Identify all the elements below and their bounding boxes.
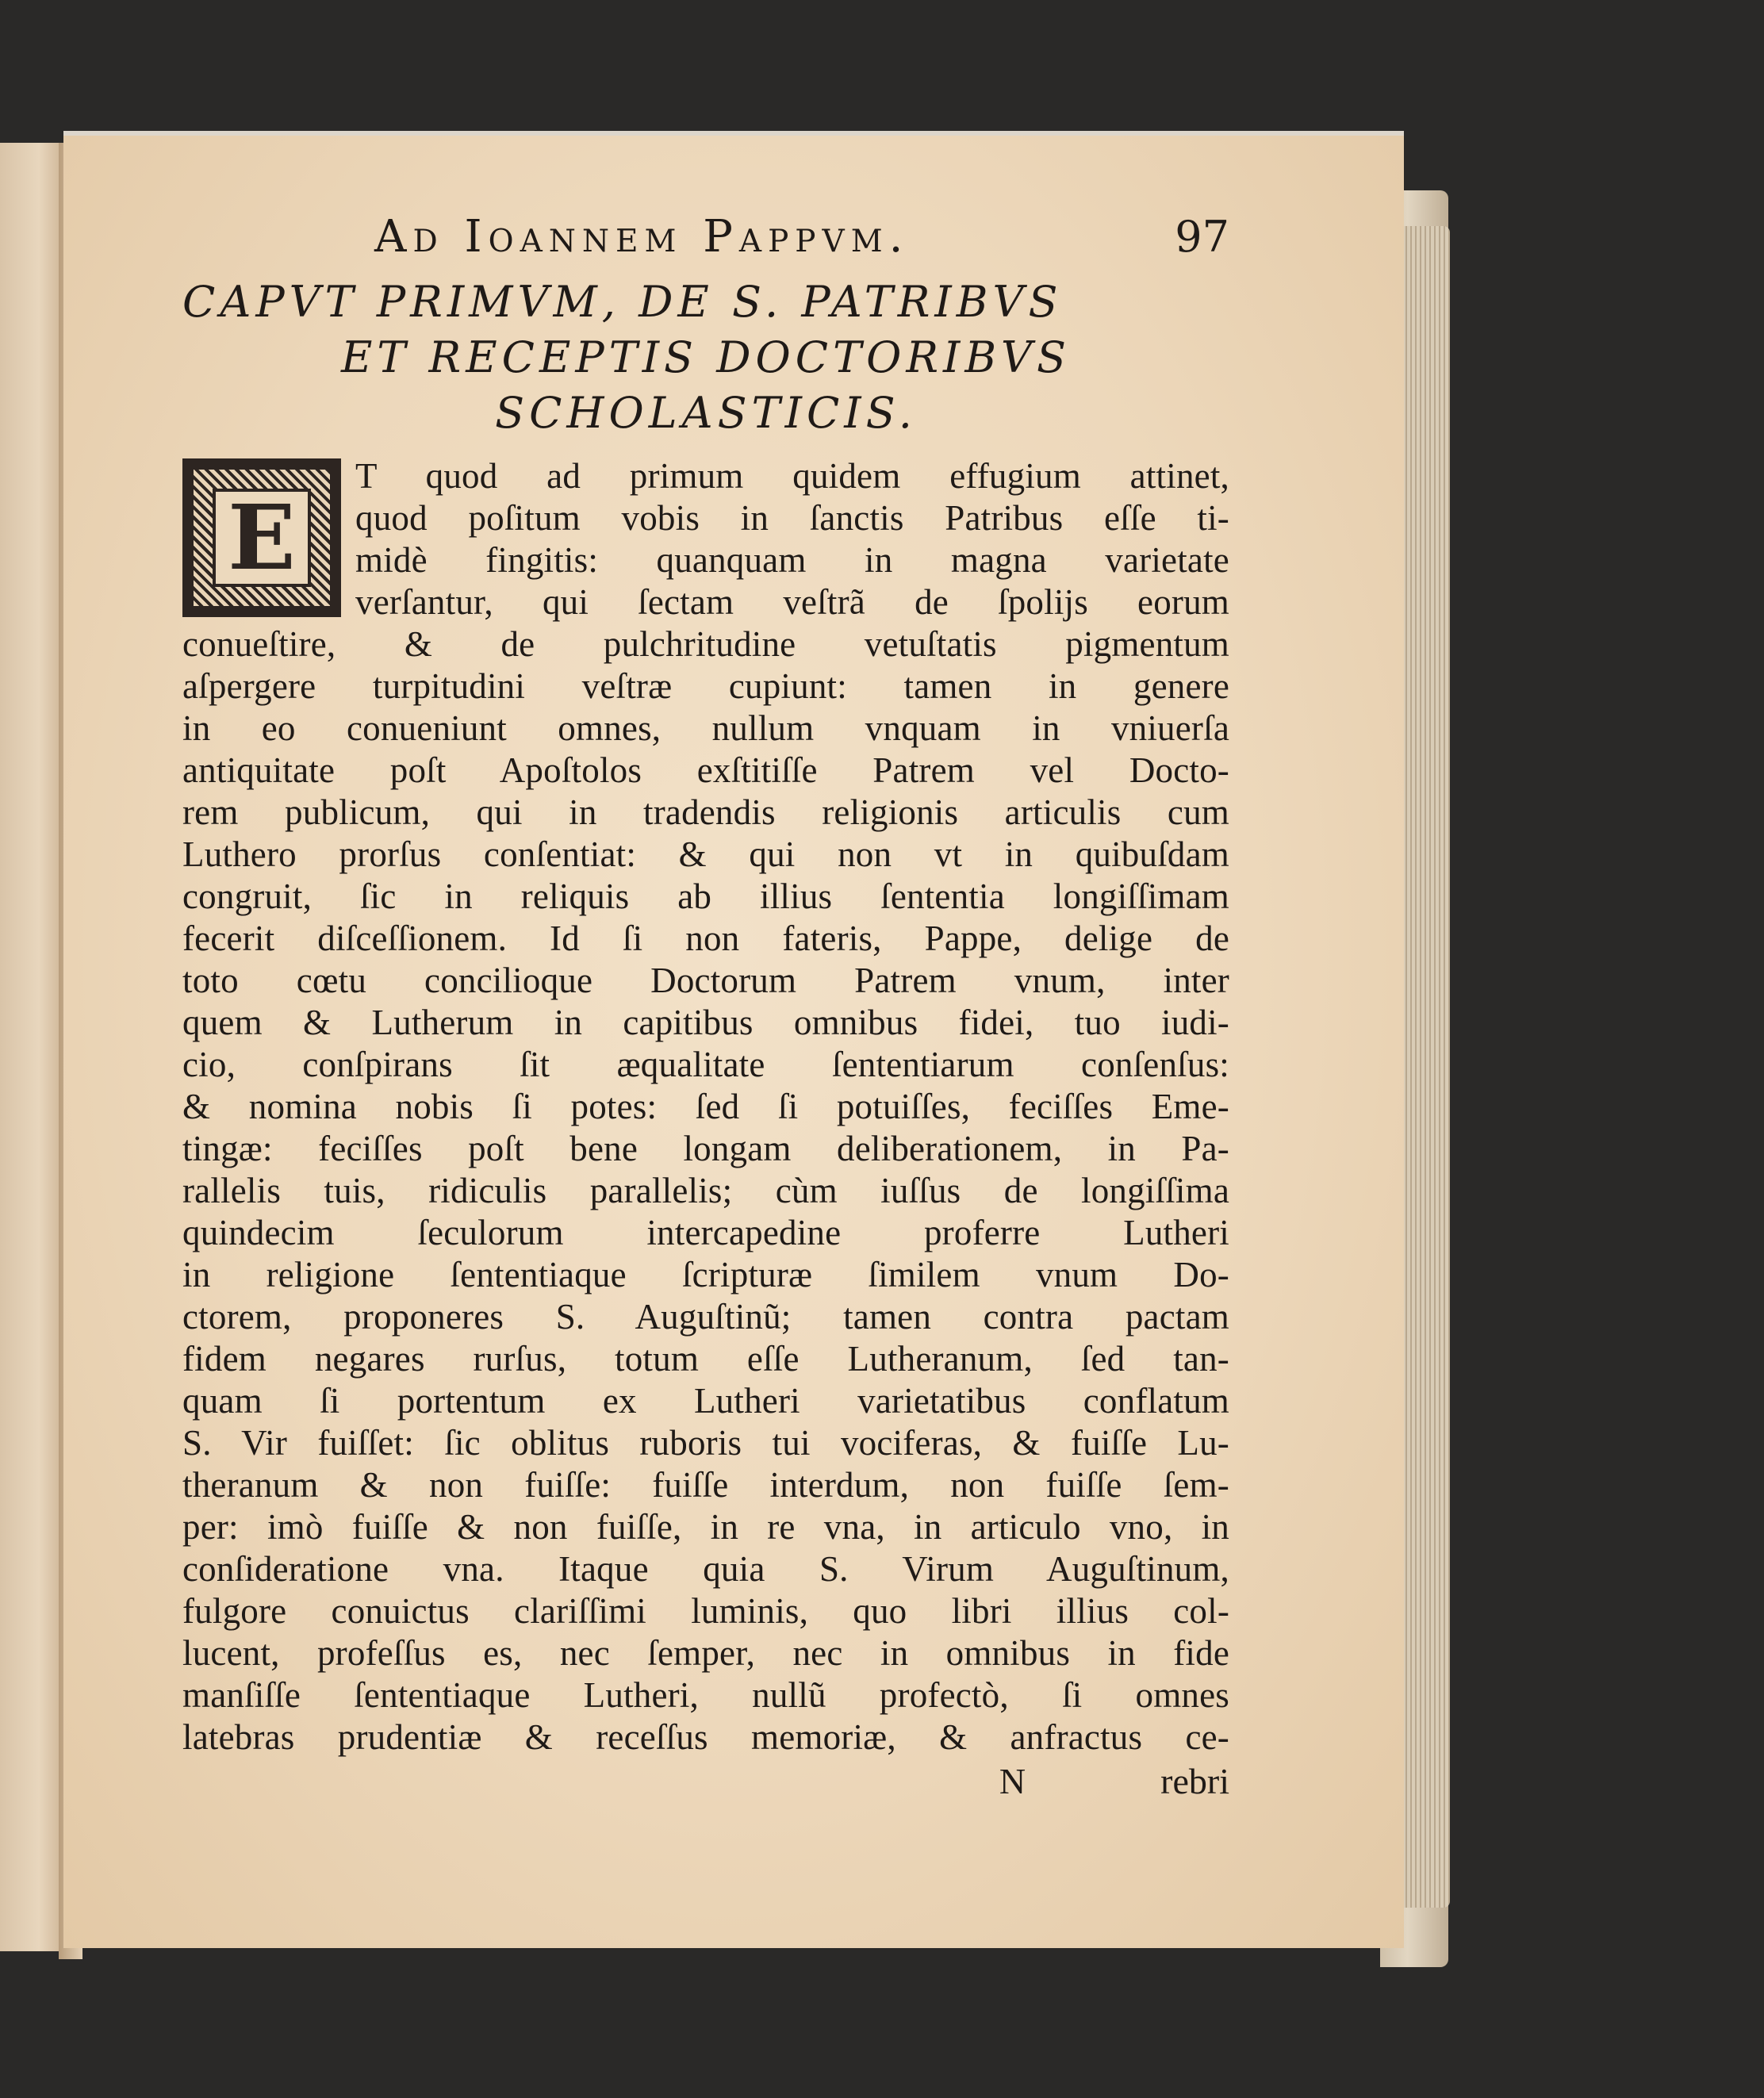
running-title: Ad Ioannem Pappvm. [374,211,910,263]
text-line: rem publicum, qui in tradendis religionis articulis cum [182,792,1229,832]
text-line: latebras prudentiæ & receſſus memoriæ, & anfractus ce- [182,1717,1229,1757]
text-line: manſiſſe ſententiaque Lutheri, nullũ profectò, ſi omnes [182,1675,1229,1715]
text-line: ctorem, proponeres S. Auguſtinũ; tamen contra pactam [182,1297,1229,1337]
chapter-heading-line: SCHOLASTICIS. [495,388,917,438]
text-line: & nomina nobis ſi potes: ſed ſi potuiſſes, feciſſes Eme- [182,1087,1229,1126]
text-line: tingæ: feciſſes poſt bene longam deliberationem, in Pa- [182,1129,1229,1168]
text-line: quindecim ſeculorum intercapedine proferre Lutheri [182,1213,1229,1252]
text-line: fulgore conuictus clariſſimi luminis, quo libri illius col- [182,1591,1229,1631]
text-line: per: imò fuiſſe & non fuiſſe, in re vna, in articulo vno, in [182,1507,1229,1547]
text-line: toto cœtu concilioque Doctorum Patrem vnum, inter [182,961,1229,1000]
text-line: theranum & non fuiſſe: fuiſſe interdum, non fuiſſe ſem- [182,1465,1229,1505]
page-stack-edge [1402,226,1450,1908]
catchword: rebri [1160,1761,1229,1801]
text-line: conſideratione vna. Itaque quia S. Virum Auguſtinum, [182,1549,1229,1589]
text-line: fecerit diſceſſionem. Id ſi non fateris, Pappe, delige de [182,919,1229,958]
text-line: Luthero prorſus conſentiat: & qui non vt in quibuſdam [182,834,1229,874]
running-head [182,211,1229,274]
decorated-initial [182,458,341,617]
left-page-edge [0,143,65,1951]
chapter-heading-line: ET RECEPTIS DOCTORIBVS [340,332,1072,382]
page-text-block [182,211,1229,1802]
signature-mark: N [999,1761,1026,1801]
page-number: 97 [1175,212,1229,262]
text-line: verſantur, qui ſectam veſtrã de ſpolijs eorum [355,582,1229,622]
text-line: in eo conueniunt omnes, nullum vnquam in vniuerſa [182,708,1229,748]
chapter-heading-line: CAPVT PRIMVM, DE S. PATRIBVS [182,277,1063,327]
text-line: aſpergere turpitudini veſtræ cupiunt: tamen in genere [182,666,1229,706]
book-page [63,131,1404,1948]
body-text [182,455,1229,1759]
text-line: fidem negares rurſus, totum eſſe Lutheranum, ſed tan- [182,1339,1229,1379]
text-line: quem & Lutherum in capitibus omnibus fidei, tuo iudi- [182,1003,1229,1042]
text-line: antiquitate poſt Apoſtolos exſtitiſſe Patrem vel Docto- [182,750,1229,790]
text-line: quam ſi portentum ex Lutheri varietatibus conflatum [182,1381,1229,1421]
text-line: lucent, profeſſus es, nec ſemper, nec in omnibus in fide [182,1633,1229,1673]
text-line: S. Vir fuiſſet: ſic oblitus ruboris tui vociferas, & fuiſſe Lu- [182,1423,1229,1463]
initial-letter: E [213,489,311,587]
chapter-heading [182,274,1229,441]
text-line: conueſtire, & de pulchritudine vetuſtatis pigmentum [182,624,1229,664]
text-line: rallelis tuis, ridiculis parallelis; cùm iuſſus de longiſſima [182,1171,1229,1210]
text-line: midè fingitis: quanquam in magna varietate [355,540,1229,580]
text-line: T quod ad primum quidem effugium attinet, [355,456,1229,496]
catchword-line [182,1760,1229,1802]
text-line: in religione ſententiaque ſcripturæ ſimilem vnum Do- [182,1255,1229,1294]
text-line: congruit, ſic in reliquis ab illius ſententia longiſſimam [182,876,1229,916]
text-line: cio, conſpirans ſit æqualitate ſententiarum conſenſus: [182,1045,1229,1084]
text-line: quod poſitum vobis in ſanctis Patribus eſſe ti- [355,498,1229,538]
